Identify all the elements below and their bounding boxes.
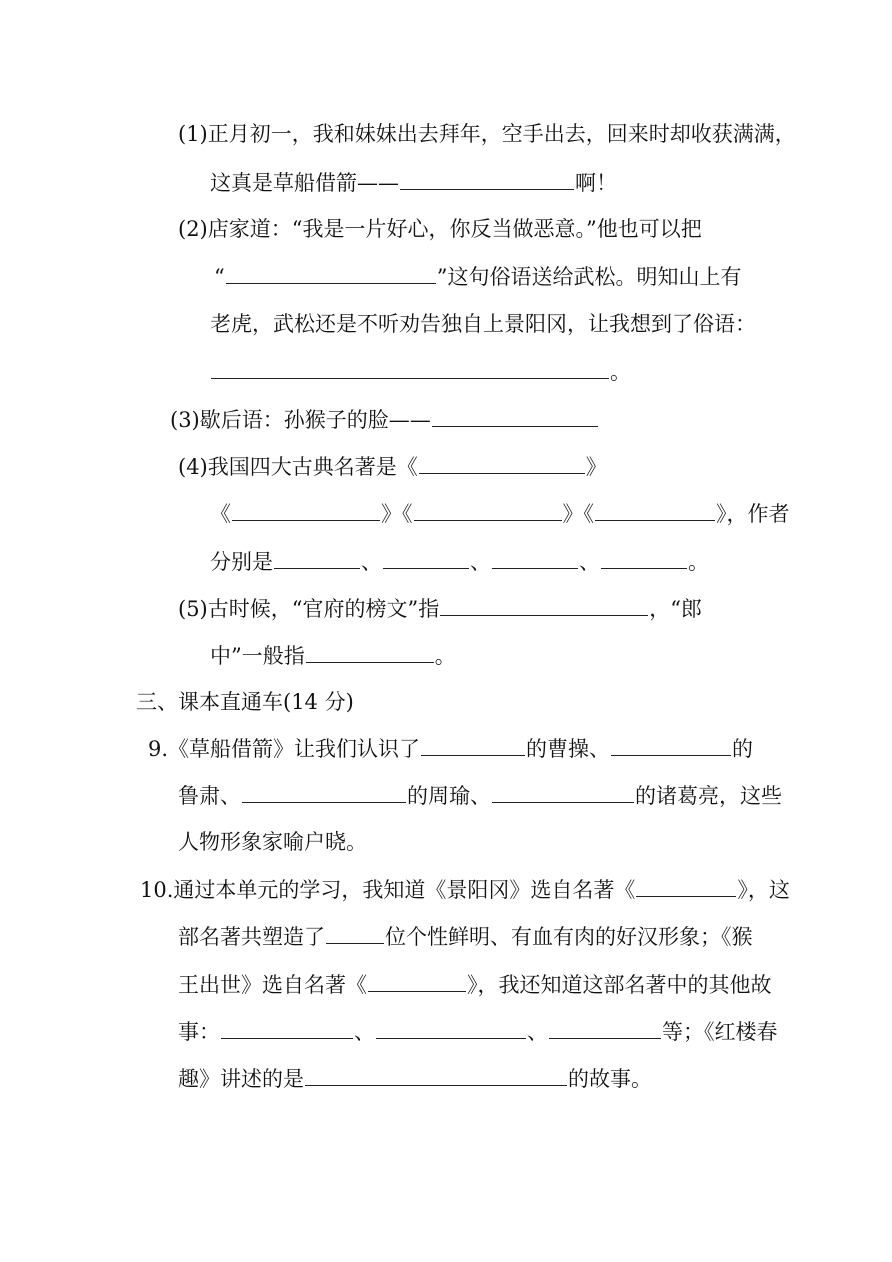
q10-text9: 趣》讲述的是 — [178, 1067, 304, 1091]
separator: 、 — [470, 550, 491, 574]
q8-item2-line1 — [178, 214, 702, 244]
separator: 、 — [354, 1020, 375, 1044]
q8-item1-text: (1)正月初一，我和妹妹出去拜年，空手出去，回来时却收获满满， — [178, 122, 796, 146]
q10-line4 — [178, 1016, 778, 1046]
q9-text: 9.《草船借箭》让我们认识了 — [148, 737, 421, 761]
answer-blank[interactable] — [595, 498, 715, 521]
q8-item2-text: (2)店家道：“我是一片好心，你反当做恶意。”他也可以把 — [178, 217, 702, 241]
open-quote: “ — [214, 265, 225, 289]
q8-item5-text: (5)古时候，“官府的榜文”指 — [178, 597, 440, 621]
separator: 、 — [579, 550, 600, 574]
answer-blank[interactable] — [419, 451, 585, 474]
q9-text6: 的诸葛亮，这些 — [635, 784, 782, 808]
answer-blank[interactable] — [492, 780, 634, 803]
q8-item1-text3: 啊！ — [575, 171, 617, 195]
q9-text7: 人物形象家喻户晓。 — [178, 830, 367, 854]
q8-item4-line3 — [210, 546, 709, 576]
q10-text: 10.通过本单元的学习，我知道《景阳冈》选自名著《 — [140, 878, 636, 902]
q10-text6: 》，我还知道这部名著中的其他故 — [467, 973, 772, 997]
q8-item5-text3: 中”一般指 — [210, 644, 305, 668]
q8-item2-text2: ”这句俗语送给武松。明知山上有 — [436, 265, 742, 289]
q8-item4-text3: 分别是 — [210, 550, 273, 574]
q9-line2 — [178, 780, 782, 810]
q10-text7: 事： — [178, 1020, 220, 1044]
answer-blank[interactable] — [211, 356, 609, 379]
q8-item5-text2: ，“郎 — [649, 597, 702, 621]
open-bracket: 《 — [210, 502, 231, 526]
answer-blank[interactable] — [226, 261, 436, 284]
q8-item4-line2 — [210, 498, 790, 528]
bracket-pair: 》《 — [381, 502, 413, 526]
q8-item1-line2 — [210, 167, 617, 197]
separator: 、 — [361, 550, 382, 574]
q10-text10: 的故事。 — [568, 1067, 652, 1091]
q8-item1-text2: 这真是草船借箭—— — [210, 171, 399, 195]
section-heading — [136, 687, 354, 717]
q9-text2: 的曹操、 — [526, 737, 611, 761]
q8-item5-line2 — [210, 640, 456, 670]
q10-text8: 等；《红楼春 — [662, 1020, 778, 1044]
answer-blank[interactable] — [636, 874, 736, 897]
q9-text4: 鲁肃、 — [178, 784, 241, 808]
q8-item2-line3 — [210, 309, 756, 339]
answer-blank[interactable] — [414, 498, 562, 521]
answer-blank[interactable] — [368, 969, 466, 992]
q8-item4-line1 — [178, 451, 607, 481]
q8-item2-line4 — [210, 356, 631, 386]
answer-blank[interactable] — [274, 546, 360, 569]
bracket-pair: 》《 — [562, 502, 594, 526]
q8-item5-line1 — [178, 593, 702, 623]
q9-text3: 的 — [732, 737, 754, 761]
answer-blank[interactable] — [400, 167, 574, 190]
q10-line5 — [178, 1063, 652, 1093]
q9-line3 — [178, 827, 367, 857]
period: 。 — [434, 644, 456, 668]
q8-item4-text: (4)我国四大古典名著是《 — [178, 455, 418, 479]
answer-blank[interactable] — [306, 640, 434, 663]
answer-blank[interactable] — [383, 546, 469, 569]
q10-line3 — [178, 969, 772, 999]
close-bracket: 》 — [585, 455, 607, 479]
q9-line1 — [148, 733, 753, 763]
answer-blank[interactable] — [242, 780, 406, 803]
q8-item2-line2 — [214, 261, 742, 291]
q8-item3-line1 — [170, 404, 599, 434]
q8-item1-line1 — [178, 119, 796, 149]
answer-blank[interactable] — [492, 546, 578, 569]
answer-blank[interactable] — [305, 1063, 567, 1086]
q8-item2-text3: 老虎，武松还是不听劝告独自上景阳冈，让我想到了俗语： — [210, 312, 756, 336]
q10-line2 — [178, 921, 753, 951]
q8-item3-text: (3)歇后语：孙猴子的脸—— — [170, 408, 431, 432]
answer-blank[interactable] — [221, 1016, 353, 1039]
q10-text5: 王出世》选自名著《 — [178, 973, 367, 997]
answer-blank[interactable] — [376, 1016, 526, 1039]
answer-blank[interactable] — [611, 733, 731, 756]
answer-blank[interactable] — [326, 921, 384, 944]
period: 。 — [688, 550, 709, 574]
period: 。 — [610, 360, 631, 384]
answer-blank[interactable] — [421, 733, 525, 756]
answer-blank[interactable] — [440, 593, 648, 616]
q8-item4-text2: 》，作者 — [716, 502, 790, 526]
separator: 、 — [527, 1020, 548, 1044]
q10-text2: 》，这 — [737, 878, 790, 902]
q10-line1 — [140, 874, 790, 904]
answer-blank[interactable] — [601, 546, 687, 569]
section-heading-text: 三、课本直通车(14 分) — [136, 690, 354, 714]
answer-blank[interactable] — [232, 498, 380, 521]
q9-text5: 的周瑜、 — [407, 784, 491, 808]
q10-text4: 位个性鲜明、有血有肉的好汉形象；《猴 — [385, 925, 753, 949]
answer-blank[interactable] — [549, 1016, 661, 1039]
answer-blank[interactable] — [432, 404, 598, 427]
q10-text3: 部名著共塑造了 — [178, 925, 325, 949]
